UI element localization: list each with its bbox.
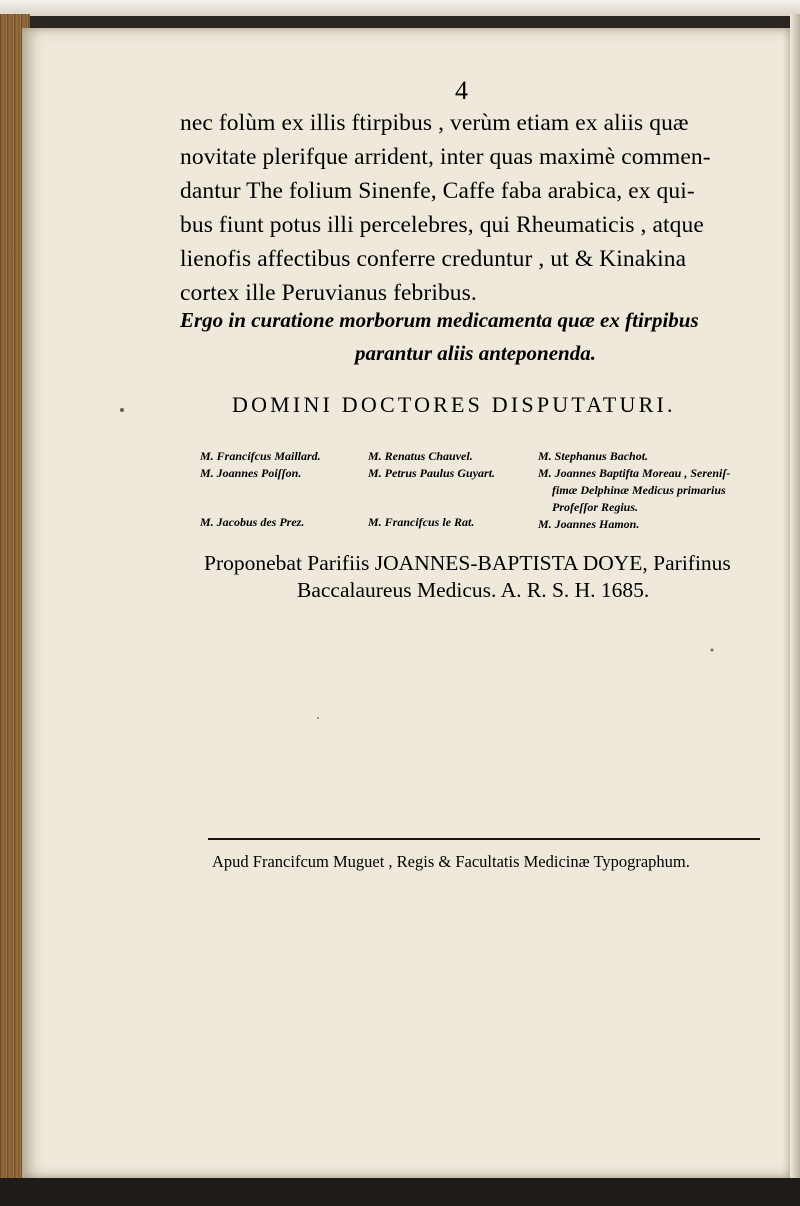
body-paragraph (180, 106, 750, 310)
doctor-name: M. Jacobus des Prez. (200, 515, 305, 529)
doctors-column-2 (368, 448, 538, 531)
doctors-column-1 (200, 448, 370, 531)
doctor-title: fimæ Delphinæ Medicus primarius (552, 483, 726, 497)
doctor-name: M. Joannes Poiſſon. (200, 466, 302, 480)
body-line: lienofis affectibus conferre creduntur , ut & Kinakina (180, 246, 687, 272)
doctor-name: M. Stephanus Bachot. (538, 449, 649, 463)
conclusion-line-2: parantur aliis anteponenda. (355, 341, 596, 365)
right-page-edge (790, 14, 800, 1184)
doctor-name: M. Joannes Baptifta Moreau , Sereniſ- (538, 466, 731, 480)
doctors-heading: DOMINI DOCTORES DISPUTATURI. (232, 392, 676, 417)
horizontal-rule (208, 838, 760, 840)
body-line: cortex ille Peruvianus febribus. (180, 280, 477, 306)
conclusion-line-1: Ergo in curatione morborum medicamenta quæ ex ftirpibus (180, 308, 699, 332)
body-line: nec folùm ex illis ftirpibus , verùm etiam ex aliis quæ (180, 110, 689, 136)
bottom-background (0, 1178, 800, 1206)
printer-imprint: Apud Francifcum Muguet , Regis & Facultatis Medicinæ Typographum. (212, 852, 690, 871)
doctor-name: M. Joannes Hamon. (538, 517, 640, 531)
doctors-column-3 (538, 448, 768, 533)
top-page-strip (0, 0, 800, 16)
page-number: 4 (455, 76, 468, 105)
body-line: bus fiunt potus illi percelebres, qui Rheumaticis , atque (180, 212, 704, 238)
conclusion-thesis (180, 304, 760, 370)
proposer-line-2: Baccalaureus Medicus. A. R. S. H. 1685. (297, 578, 650, 602)
doctor-name: M. Francifcus le Rat. (368, 515, 475, 529)
doctors-list (200, 448, 760, 538)
proposer-line-1: Proponebat Parifiis JOANNES-BAPTISTA DOYE, Parifinus (204, 551, 731, 575)
body-line: novitate plerifque arrident, inter quas maximè commen- (180, 144, 711, 170)
doctor-name: M. Renatus Chauvel. (368, 449, 473, 463)
doctor-name: M. Francifcus Maillard. (200, 449, 321, 463)
doctor-name: M. Petrus Paulus Guyart. (368, 466, 496, 480)
doctor-title: Profeſſor Regius. (552, 500, 638, 514)
body-line: dantur The folium Sinenfe, Caffe faba arabica, ex qui- (180, 178, 695, 204)
proposer-statement (204, 550, 731, 604)
